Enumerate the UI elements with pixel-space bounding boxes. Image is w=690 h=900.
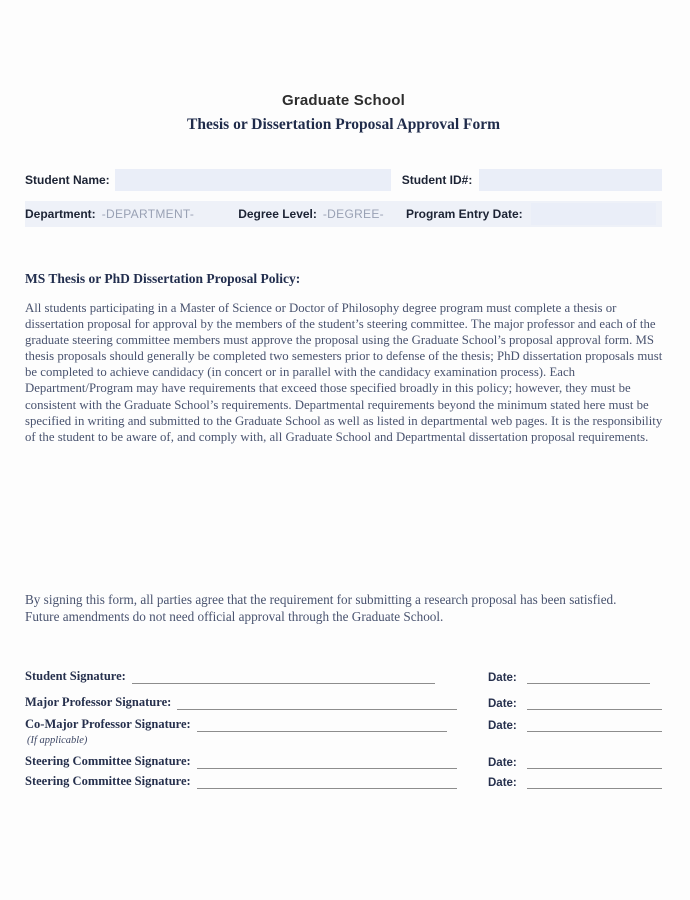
page-title: Graduate School [281,92,406,109]
steering-committee-signature-line[interactable] [197,775,457,789]
major-professor-signature-label: Major Professor Signature: [25,694,172,709]
student-id-label: Student ID#: [401,173,473,187]
student-id-field[interactable] [479,169,662,191]
degree-level-label: Degree Level: [238,207,317,221]
degree-level-value[interactable]: -DEGREE- [322,207,384,221]
field-row-1 [25,167,662,193]
student-signature-label: Student Signature: [25,668,126,683]
signature-row-co-major-professor [25,716,662,746]
date-line[interactable] [527,756,662,769]
steering-committee-signature-label: Steering Committee Signature: [25,753,191,768]
date-label: Date: [488,697,517,710]
page-subtitle: Thesis or Dissertation Proposal Approval Form [186,116,501,133]
policy-body-text: All students participating in a Master of Science or Doctor of Philosophy degree program must complete a thesis or dissertation proposal for approval by the members of the student’s steering committee. The major professor and each of the graduate steering committee members must approve the proposal using the Graduate School’s proposal approval form. MS thesis proposals should generally be completed two semesters prior to defense of the thesis; PhD dissertation proposals must be completed to achieve candidacy (in concert or in parallel with the candidacy examination process). Each Department/Program may have requirements that exceed those specified broadly in this policy; however, they must be consistent with the Graduate School’s requirements. Departmental requirements beyond the minimum stated here must be specified in writing and submitted to the Graduate School as well as listed in departmental web pages. It is the responsibility of the student to be aware of, and comply with, all Graduate School and Departmental dissertation proposal requirements. [25,301,663,444]
field-row-2 [25,201,662,227]
info-fields [25,167,662,227]
date-line[interactable] [527,776,662,789]
signature-row-steering-committee-1 [25,754,662,769]
program-entry-date-field[interactable] [531,203,656,225]
co-major-professor-signature-line[interactable] [197,718,447,732]
date-label: Date: [488,756,517,769]
date-line[interactable] [527,719,662,732]
signature-row-student [25,669,662,684]
steering-committee-signature-line[interactable] [197,755,457,769]
department-label: Department: [25,207,96,221]
student-name-label: Student Name: [25,173,110,187]
date-line[interactable] [527,697,662,710]
date-line[interactable] [527,671,650,684]
date-label: Date: [488,719,517,732]
date-label: Date: [488,671,517,684]
student-name-field[interactable] [115,169,391,191]
major-professor-signature-line[interactable] [177,696,457,710]
signature-row-major-professor [25,695,662,710]
policy-heading: MS Thesis or PhD Dissertation Proposal Policy: [25,271,301,286]
signature-row-steering-committee-2 [25,774,662,789]
date-label: Date: [488,776,517,789]
agreement-text: By signing this form, all parties agree that the requirement for submitting a research proposal has been satisfied. Future amendments do not need official approval through the Graduate School. [25,591,617,625]
signature-section [25,669,662,789]
co-major-professor-signature-label: Co-Major Professor Signature: [25,716,191,731]
steering-committee-signature-label: Steering Committee Signature: [25,773,191,788]
program-entry-date-label: Program Entry Date: [405,207,523,221]
department-value[interactable]: -DEPARTMENT- [101,207,195,221]
if-applicable-note: (If applicable) [27,734,88,746]
student-signature-line[interactable] [132,670,435,684]
